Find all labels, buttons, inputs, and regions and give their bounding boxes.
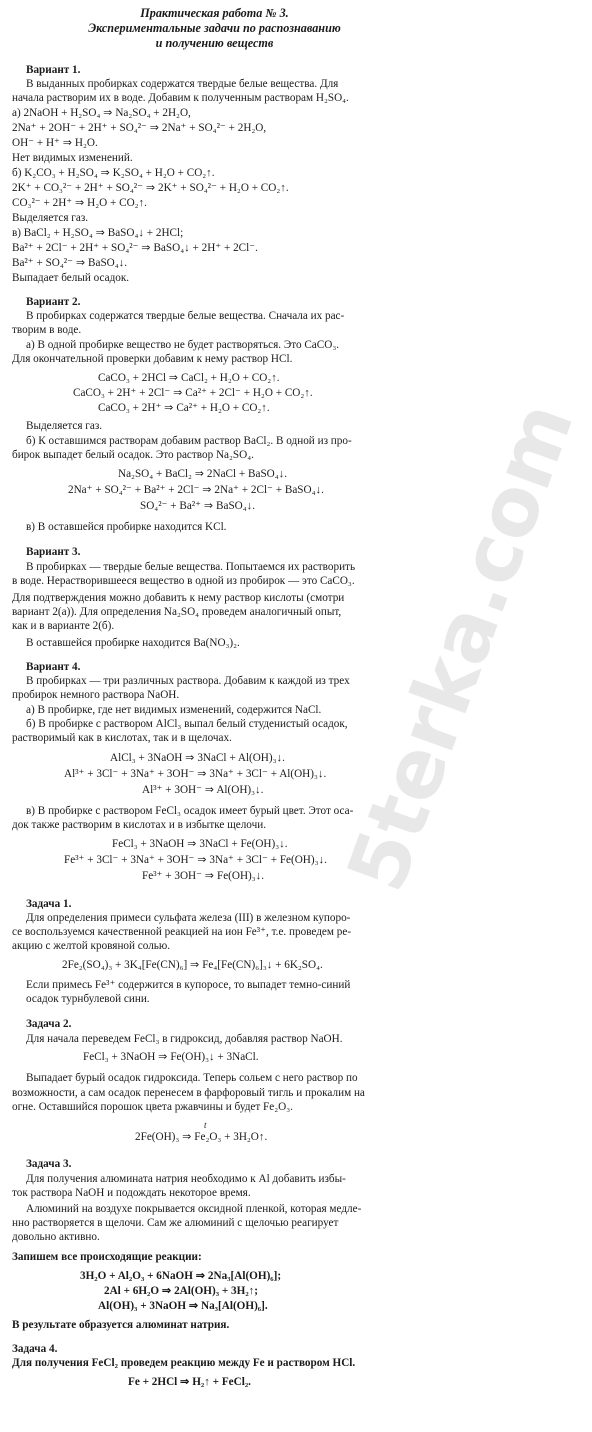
text-line: Алюминий на воздухе покрывается оксидной пленкой, которая медле- bbox=[26, 1203, 362, 1215]
equation-line: а) 2NaOH + H₂SO₄ ⇒ Na₂SO₄ + 2H₂O, bbox=[12, 107, 191, 119]
text-line: В пробирках — твердые белые вещества. Попытаемся их растворить bbox=[26, 561, 356, 573]
text-line: б) К оставшимся растворам добавим раствор BaCl₂. В одной из про- bbox=[26, 435, 352, 447]
equation-line: б) K₂CO₃ + H₂SO₄ ⇒ K₂SO₄ + H₂O + CO₂↑. bbox=[12, 167, 215, 179]
equation-line: Al³⁺ + 3Cl⁻ + 3Na⁺ + 3OH⁻ ⇒ 3Na⁺ + 3Cl⁻ + Al(OH)₃↓. bbox=[64, 768, 327, 780]
equation-line: 2K⁺ + CO₃²⁻ + 2H⁺ + SO₄²⁻ ⇒ 2K⁺ + SO₄²⁻ + H₂O + CO₂↑. bbox=[12, 182, 289, 194]
text-line: нно растворяется в щелочи. Сам же алюминий с щелочью реагирует bbox=[12, 1217, 339, 1229]
text-line: Для подтверждения можно добавить к нему раствор кислоты (смотри bbox=[12, 592, 345, 604]
equation-line: Fe³⁺ + 3Cl⁻ + 3Na⁺ + 3OH⁻ ⇒ 3Na⁺ + 3Cl⁻ + Fe(OH)₃↓. bbox=[64, 854, 327, 866]
equation-line: AlCl₃ + 3NaOH ⇒ 3NaCl + Al(OH)₃↓. bbox=[110, 752, 285, 764]
text-line: растворимый как в кислотах, так и в щелочах. bbox=[12, 732, 232, 744]
text-line: Выделяется газ. bbox=[26, 420, 103, 432]
equation-line: Ba²⁺ + 2Cl⁻ + 2H⁺ + SO₄²⁻ ⇒ BaSO₄↓ + 2H⁺ + 2Cl⁻. bbox=[12, 242, 258, 254]
equation-line: FeCl₃ + 3NaOH ⇒ Fe(OH)₃↓ + 3NaCl. bbox=[83, 1051, 259, 1063]
text-line: как и в варианте 2(б). bbox=[12, 620, 115, 632]
equation-line: в) BaCl₂ + H₂SO₄ ⇒ BaSO₄↓ + 2HCl; bbox=[12, 227, 184, 239]
section-heading: Вариант 3. bbox=[26, 546, 81, 558]
equation-line: FeCl₃ + 3NaOH ⇒ 3NaCl + Fe(OH)₃↓. bbox=[112, 838, 288, 850]
text-line: Запишем все происходящие реакции: bbox=[12, 1251, 202, 1263]
text-line: осадок турнбулевой сини. bbox=[26, 993, 150, 1005]
text-line: ток раствора NaOH и подождать некоторое время. bbox=[12, 1187, 251, 1199]
equation-line: 2Fe(OH)₃ ⇒ Fe₂O₃ + 3H₂O↑. bbox=[135, 1131, 268, 1143]
text-line: в) В пробирке с раствором FeCl₃ осадок имеет бурый цвет. Этот оса- bbox=[26, 805, 354, 817]
text-line: В пробирках — три различных раствора. Добавим к каждой из трех bbox=[26, 675, 350, 687]
text-line: начала растворим их в воде. Добавим к полученным растворам H₂SO₄. bbox=[12, 92, 349, 104]
text-line: В результате образуется алюминат натрия. bbox=[12, 1319, 230, 1331]
equation-line: Al³⁺ + 3OH⁻ ⇒ Al(OH)₃↓. bbox=[142, 784, 264, 796]
text-line: в воде. Нерастворившееся вещество в одной из пробирок — это CaCO₃. bbox=[12, 575, 355, 587]
equation-line: 2Na⁺ + SO₄²⁻ + Ba²⁺ + 2Cl⁻ ⇒ 2Na⁺ + 2Cl⁻ + BaSO₄↓. bbox=[68, 484, 324, 496]
text-line: довольно активно. bbox=[12, 1231, 100, 1243]
page-subtitle: Экспериментальные задачи по распознаванию bbox=[88, 21, 341, 35]
equation-line: CO₃²⁻ + 2H⁺ ⇒ H₂O + CO₂↑. bbox=[12, 197, 147, 209]
equation-line: 2Na⁺ + 2OH⁻ + 2H⁺ + SO₄²⁻ ⇒ 2Na⁺ + SO₄²⁻ + 2H₂O, bbox=[12, 122, 267, 134]
equation-line: 2Al + 6H₂O ⇒ 2Al(OH)₃ + 3H₂↑; bbox=[104, 1285, 258, 1297]
equation-line: CaCO₃ + 2H⁺ + 2Cl⁻ ⇒ Ca²⁺ + 2Cl⁻ + H₂O + CO₂↑. bbox=[73, 387, 313, 399]
text-line: Если примесь Fe³⁺ содержится в купоросе, то выпадет темно-синий bbox=[26, 979, 351, 991]
text-line: Для получения алюмината натрия необходимо к Al добавить избы- bbox=[26, 1173, 346, 1185]
equation-line: Ba²⁺ + SO₄²⁻ ⇒ BaSO₄↓. bbox=[12, 257, 128, 269]
section-heading: Вариант 4. bbox=[26, 661, 81, 673]
section-heading: Задача 3. bbox=[26, 1158, 72, 1170]
equation-line: CaCO₃ + 2H⁺ ⇒ Ca²⁺ + H₂O + CO₂↑. bbox=[98, 402, 270, 414]
text-line: док также растворим в кислотах и в избытке щелочи. bbox=[12, 819, 267, 831]
text-line: Для начала переведем FeCl₃ в гидроксид, добавляя раствор NaOH. bbox=[26, 1033, 343, 1045]
section-heading: Вариант 2. bbox=[26, 296, 81, 308]
equation-line: Na₂SO₄ + BaCl₂ ⇒ 2NaCl + BaSO₄↓. bbox=[118, 468, 288, 480]
watermark: 5terka.com bbox=[329, 390, 592, 903]
text-line: пробирок немного раствора NaOH. bbox=[12, 689, 180, 701]
section-heading: Задача 2. bbox=[26, 1018, 72, 1030]
text-line: Нет видимых изменений. bbox=[12, 152, 133, 164]
text-line: акцию с желтой кровяной солью. bbox=[12, 940, 171, 952]
text-line: в) В оставшейся пробирке находится KCl. bbox=[26, 521, 227, 533]
temperature-mark: t bbox=[204, 1120, 207, 1130]
equation-line: 2Fe₂(SO₄)₃ + 3K₄[Fe(CN)₆] ⇒ Fe₄[Fe(CN)₆]₃↓ + 6K₂SO₄. bbox=[62, 959, 323, 971]
text-line: а) В пробирке, где нет видимых изменений, содержится NaCl. bbox=[26, 704, 322, 716]
equation-line: OH⁻ + H⁺ ⇒ H₂O. bbox=[12, 137, 98, 149]
section-heading: Вариант 1. bbox=[26, 64, 81, 76]
text-line: В выданных пробирках содержатся твердые белые вещества. Для bbox=[26, 78, 339, 90]
section-heading: Задача 1. bbox=[26, 898, 72, 910]
text-line: вариант 2(а)). Для определения Na₂SO₄ проведем аналогичный опыт, bbox=[12, 606, 342, 618]
text-line: возможности, а сам осадок перенесем в фарфоровый тигль и прокалим на bbox=[12, 1087, 365, 1099]
equation-line: 3H₂O + Al₂O₃ + 6NaOH ⇒ 2Na₃[Al(OH)₆]; bbox=[80, 1270, 282, 1282]
text-line: Выделяется газ. bbox=[12, 212, 89, 224]
equation-line: Fe + 2HCl ⇒ H₂↑ + FeCl₂. bbox=[128, 1376, 251, 1388]
text-line: б) В пробирке с раствором AlCl₃ выпал белый студенистый осадок, bbox=[26, 718, 348, 730]
text-line: Выпадает белый осадок. bbox=[12, 272, 130, 284]
text-line: се воспользуемся качественной реакцией на ион Fe³⁺, т.е. проведем ре- bbox=[12, 926, 352, 938]
text-line: Для окончательной проверки добавим к нему раствор HCl. bbox=[12, 353, 293, 365]
section-heading: Задача 4. bbox=[12, 1343, 58, 1355]
text-line: Для получения FeCl₂ проведем реакцию между Fe и раствором HCl. bbox=[12, 1357, 356, 1369]
equation-line: Fe³⁺ + 3OH⁻ ⇒ Fe(OH)₃↓. bbox=[142, 870, 265, 882]
text-line: В оставшейся пробирке находится Ba(NO₃)₂. bbox=[26, 637, 240, 649]
text-line: огне. Оставшийся порошок цвета ржавчины и будет Fe₂O₃. bbox=[12, 1101, 293, 1113]
page-subtitle: и получению веществ bbox=[155, 36, 274, 50]
equation-line: SO₄²⁻ + Ba²⁺ ⇒ BaSO₄↓. bbox=[140, 500, 256, 512]
text-line: творим в воде. bbox=[12, 324, 82, 336]
text-line: а) В одной пробирке вещество не будет растворяться. Это CaCO₃. bbox=[26, 339, 340, 351]
equation-line: Al(OH)₃ + 3NaOH ⇒ Na₃[Al(OH)₆]. bbox=[98, 1300, 268, 1312]
text-line: Для определения примеси сульфата железа (III) в железном купоро- bbox=[26, 912, 351, 924]
text-line: бирок выпадет белый осадок. Это раствор Na₂SO₄. bbox=[12, 449, 254, 461]
page-title: Практическая работа № 3. bbox=[140, 6, 289, 20]
text-line: В пробирках содержатся твердые белые вещества. Сначала их рас- bbox=[26, 310, 345, 322]
text-line: Выпадает бурый осадок гидроксида. Теперь сольем с него раствор по bbox=[26, 1072, 358, 1084]
equation-line: CaCO₃ + 2HCl ⇒ CaCl₂ + H₂O + CO₂↑. bbox=[98, 372, 280, 384]
